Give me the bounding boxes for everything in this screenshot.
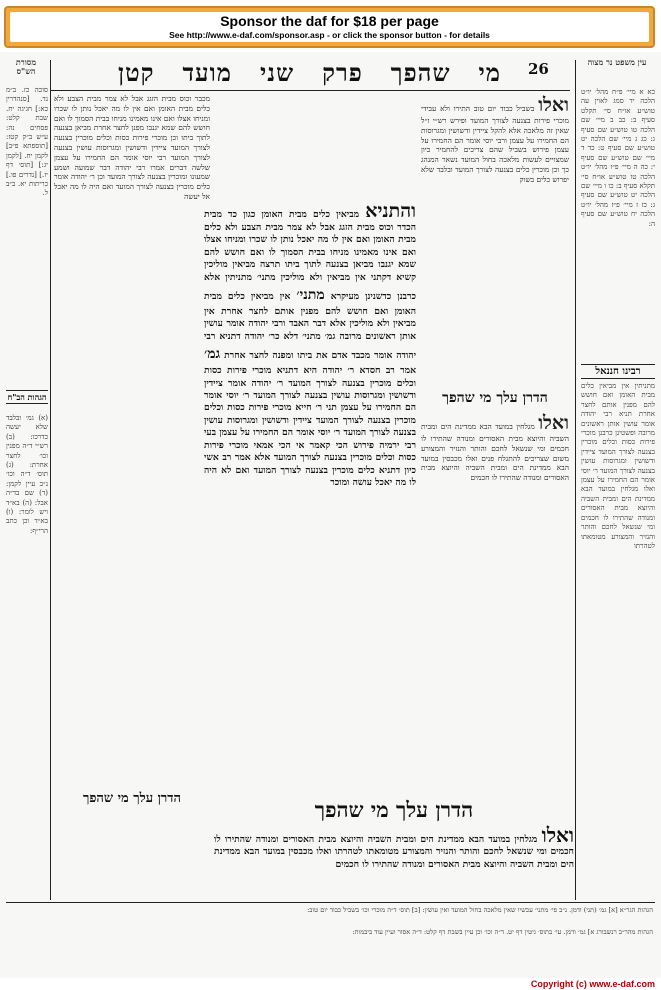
header-word: מי: [478, 58, 501, 87]
main-gemara-text: [200, 200, 416, 780]
left-margin-rule: [50, 60, 51, 900]
hagahot-column: (א) גמ׳ ובלבד שלא יעשה כדרכו: (ב) רש״י ד״ה מפנין וכו׳ לחצר אחרת: (ג) תוס׳ ד״ה וכו׳ נ״ב עיין לקמן: (ד) שם בד״ה אבל: (ה) בא״ד ויש לומר: (ו) בא״ד וכן כתב הרי״ף:: [3, 414, 48, 535]
gemara-opener: גמ׳: [204, 346, 221, 363]
copyright-notice: Copyright (c) www.e-daf.com: [530, 979, 655, 989]
footer-rule: [6, 902, 655, 903]
right-lower-body: מגלחין במועד הבא ממדינת הים ומבית השביה והיוצא מבית האסורים ומנודה שהתירו לו חכמים ומי שנשאל לחכם והותר והנזיר והמצורע משום שצריכים להתגלח פנים ואלו מכבסין במועד הבא ממדינת הים ומבית השביה והיוצא מבית האסורים ומנודה שהתירו לו חכמים: [418, 422, 569, 483]
mesoret-title: מסורת הש"ס: [13, 57, 37, 77]
hadran-bottom: הדרן עלך מי שהפך: [314, 797, 474, 822]
new-chapter-opener: ואלו: [541, 823, 575, 847]
ein-mishpat-title: עין משפט נר מצוה: [587, 57, 647, 67]
footer-gra-notes: הגהות הגר״א [א] גמ׳ (תני) ודמן. נ״ב פי׳ מתני׳ עכשיו שאין מלאכה בחול המועד ואין עושין: [ב] תוס׳ ד״ה מוכרי וכו׳ בשביל כבוד יום טוב:: [307, 906, 653, 914]
header-rule: [50, 90, 570, 91]
footer-rashash-notes: הגהות מהר״ב רנשבורג א] גמ׳ ודמן. עי׳ בתוס׳ גיטין דף יט. ד״ה וכו׳ וכן עיין בשבת דף קלט: ד״ה אסור ועיין עוד ביבמות:: [352, 928, 653, 936]
page-number: 26: [528, 60, 549, 78]
right-commentary-opener: ואלו: [538, 94, 569, 116]
sponsor-banner[interactable]: [4, 6, 655, 48]
new-chapter-body: מגלחין במועד הבא ממדינת הים ומבית השביה והיוצא מבית האסורים ומנודה שהתירו לו חכמים ומי שנשאל לחכם והותר והנזיר והמצורע מטומאתו לטהרתו ואלו מכבסין במועד הבא ממדינת הים ומבית השביה והיוצא מבית האסורים ומנודה שהתירו לו חכמים: [210, 834, 574, 870]
main-body: מביאין כלים מבית האומן כגון כד מבית הכדר וכוס מבית הזגג אבל לא צמר מבית הצבע ולא כלים מבית האומן ואם אין לו מה יאכל נותן לו שכרו ומניחו אצלו ואם אינו מאמינו מניחו בבית הסמוך לו ואם חושש להם שמא יגנבו מביאן בצנעה לתוך ביתו תרצה מביאין מוליכין קשיא דקתני אין מביאין ולא מוליכין מתני׳ מתניתין אלא כרבנן כדשנינן מעיקרא: [200, 209, 416, 303]
right-lower-commentary: [418, 412, 569, 782]
main-opener: והתניא: [365, 200, 416, 222]
running-header: [50, 58, 569, 88]
mishnah-body: אין מביאין כלים מבית האומן ואם חושש להם מפנין אותם לחצר אחרת אין מביאין ולא מוליכין אלא דבר האבד ורבי יהודה אומר עושין אותן ראשונים מרובה גמ׳ מתני׳ דלא כר׳ יהודה דתניא רבי יהודה אומר מכבד אדם את ביתו ומפנה לחצר אחרת: [200, 291, 416, 362]
right-lower-opener: ואלו: [538, 412, 569, 434]
header-word: מועד: [182, 58, 233, 87]
mishnah-opener: מתני׳: [296, 287, 325, 304]
right-commentary-body: בשביל כבוד יום טוב התירו ולא עבידי מוכרי פירות בצנעה לצורך המועד ופירש רש״י ז״ל שאין זה מלאכה אלא להקל ציידין ודשושין ומגרוסות הם החמירו על עצמן ורבי יוסי אומר הם החמירו על עצמן פירוש בשביל שהם צריכים להחמיר כיון שמצויים לעשות מלאכה בחול המועד נשאר המנהג כך וכן מוכרין כלים בצנעה לצורך המועד ובלבד שלא יפרוש כלים בשוק: [418, 104, 569, 184]
rabbeinu-chananel-column: מתניתין אין מביאין כלים מבית האומן ואם חושש להם מפנין אותם לחצר אחרת תניא רבי יהודה אומר עושין אותן ראשונים מרובה ופשטינן כרבנן מוכרי פירות כסות וכלים מוכרין בצנעה לצורך המועד ציידין ודשושין ומגרוסות עושין בצנעה לצורך המועד ר׳ יוסי אומר הם החמירו על עצמן ואלו מגלחין במועד הבא ממדינת הים ומבית השביה והיוצא מבית האסורים ומנודה שהתירו לו חכמים ומי שנשאל לחכם והותר והנזיר והמצורע מטומאתו לטהרתו: [578, 382, 655, 550]
rabbeinu-chananel-title: רבינו חננאל: [581, 364, 655, 379]
hadran-right: הדרן עלך מי שהפך: [442, 390, 548, 406]
hagahot-title: הגהות הב"ח: [7, 392, 47, 402]
left-commentary: מכבר וכוס מבית הזגג אבל לא צמר מבית הצבע ולא כלים מבית האומן ואם אין לו מה יאכל נותן לו שכרו ומניחו אצלו ואם אינו מאמינו מניחו בבית הסמוך לו ואם חושש להם שמא יגנבו מפנן לחצר אחרת מביאן בצנעה לתוך ביתו וכן מוכרי פירות כסות וכלים מוכרין בצנעה לצורך המועד ציידין ודשושין ומגרוסות עושין בצנעה לצורך המועד רבי יוסי אומר הם החמירו על עצמן שלשה דברים אמרו רבי יהודה דבר שמועה ושמע שמעונו ומוכרין בצנעה לצורך המועד וכן ר׳ יהודה אומר כלים מוכרין בצנעה לצורך המועד ואם היה לו מה יאכל אל יעשה: [51, 94, 210, 201]
talmud-page: [0, 52, 661, 978]
gemara-body: אמר רב חסדא ר׳ יהודה היא דתניא מוכרי פירות כסות וכלים מוכרין בצנעה לצורך המועד ר׳ יהודה אומר ציידין ודשושין ומגרוסות עושין בצנעה לצורך המועד ר׳ יוסי אומר הם החמירו על עצמן תני ר׳ חייא מוכרי פירות כסות וכלים מוכרין בצנעה לצורך המועד ציידין ודשושין ומגרוסות עושין בצנעה לצורך המועד ר׳ יוסי אומר הם החמירו על עצמן בעי רבי ירמיה פירוש הכי קאמר אי הכי אמאי מוכרי פירות כסות וכלים מוכרין בצנעה לצורך המועד אלא אמר רב אשי כיון דתניא כלים מוכרין בצנעה לצורך המועד ואם לא היה לו מה יאכל עושה ומוכר: [200, 365, 416, 488]
hadran-left: הדרן עלך מי שהפך: [82, 791, 182, 806]
new-chapter-text: [210, 823, 575, 900]
right-commentary: [418, 94, 569, 384]
header-word: שני: [260, 58, 295, 87]
sponsor-title: Sponsor the daf for $18 per page: [220, 13, 439, 29]
header-word: שהפך: [390, 58, 451, 87]
sponsor-subtitle: See http://www.e-daf.com/sponsor.asp - or click the sponsor button - for details: [169, 30, 490, 40]
ein-mishpat-column: כא א מיי׳ פ״ח מהל׳ יו״ט הלכה יד סמג לאוין עה טוש״ע או״ח סי׳ תקלט סעיף ב: כב ב מיי׳ שם הלכה טו טוש״ע שם סעיף ג: כג ג מיי׳ שם הלכה יט טוש״ע שם סעיף ט: כד ד מיי׳ שם טוש״ע שם סעיף י: כה ה מיי׳ פ״ז מהל׳ יו״ט הלכה טז טוש״ע או״ח סי׳ תקלא סעיף ב: כו ו מיי׳ שם הלכה יט טוש״ע שם סעיף ג: כז ז מיי׳ פ״ז מהל׳ יו״ט הלכה יח טוש״ע שם סעיף ה:: [578, 88, 655, 228]
right-margin-rule: [575, 60, 576, 900]
sponsor-banner-inner[interactable]: [10, 12, 649, 42]
mesoret-column: סוכה כז. ב״מ נד. [סנהדרין כא:] חגיגה יח. שבת קלט: פסחים נה: ע״ש ב״ק קטז: [תוספתא פ״ב] לקמן יח. [לקמן יג:] [תוס׳ דף יז.] [נדרים פו.] כריתות יא. ב״ב ל.: [3, 86, 48, 198]
header-word: קטן: [118, 58, 155, 87]
header-word: פרק: [322, 58, 363, 87]
